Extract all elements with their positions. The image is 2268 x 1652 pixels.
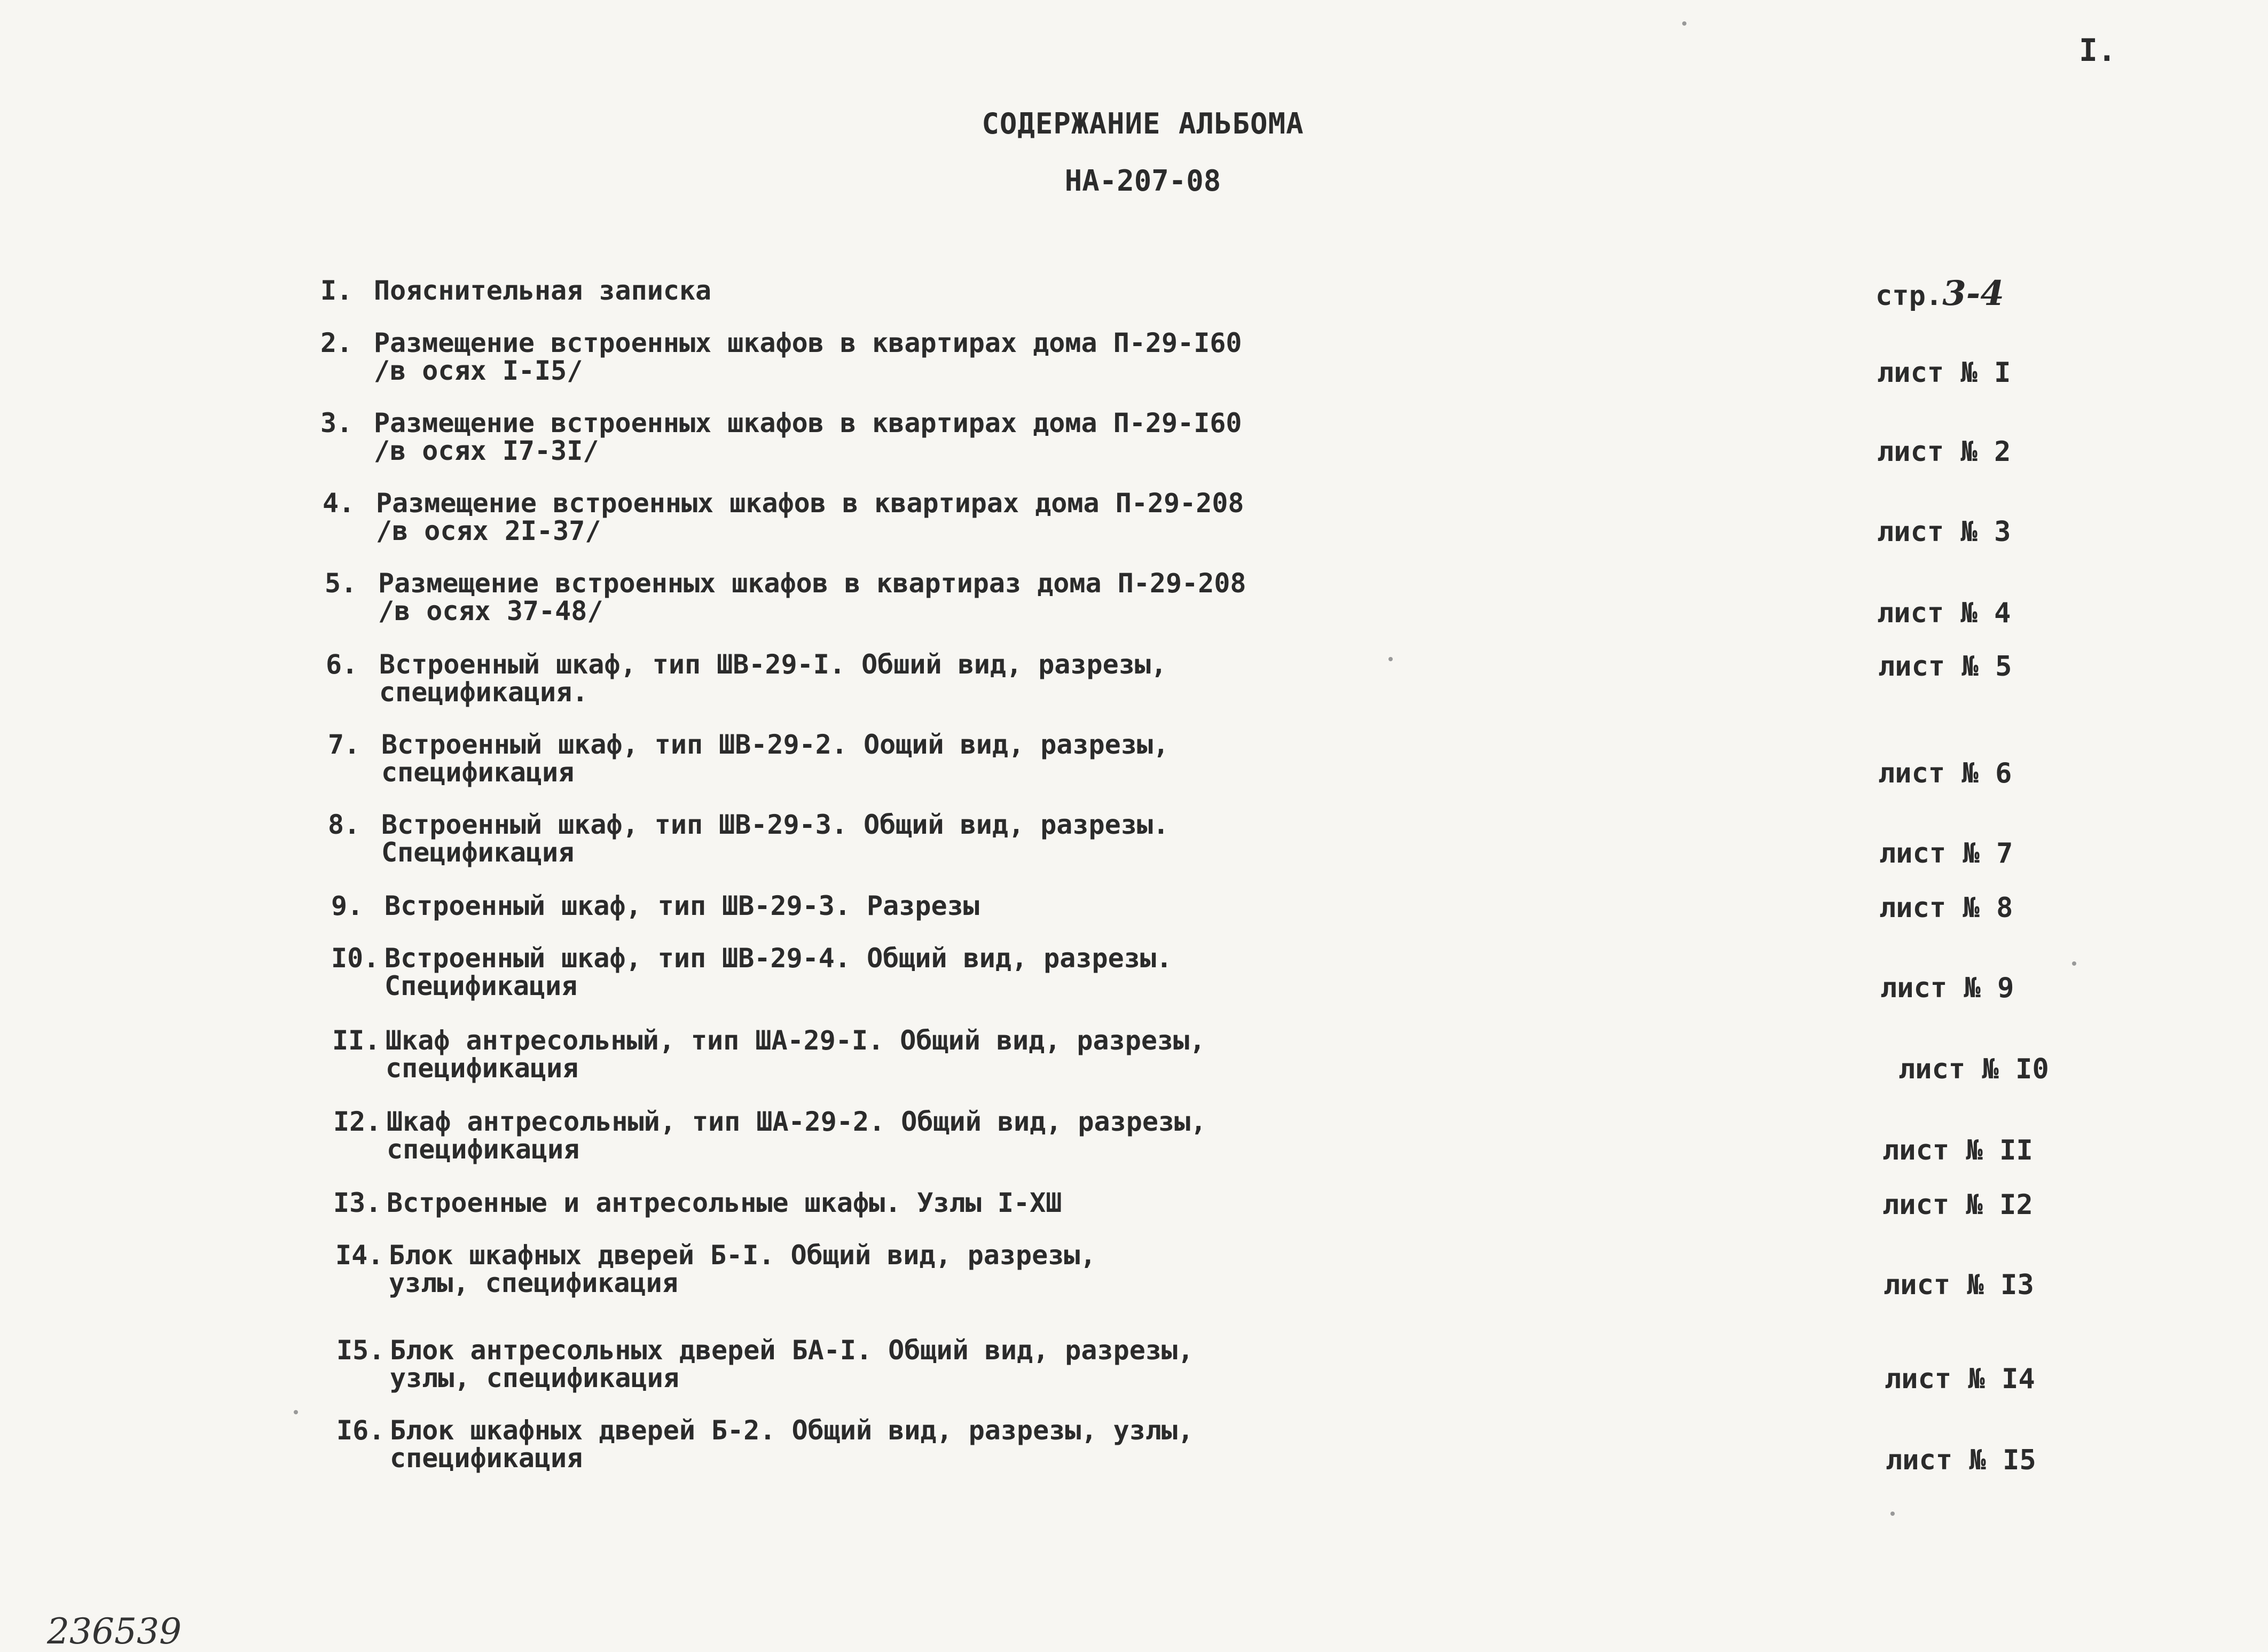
reference-prefix: стр. xyxy=(1875,280,1943,312)
album-code: НА-207-08 xyxy=(1064,164,1221,198)
entry-number: 5. xyxy=(325,568,357,599)
entry-text: Размещение встроенных шкафов в квартираз дома П-29-208 xyxy=(378,568,1246,599)
entry-2-reference: лист № I xyxy=(1877,357,2011,389)
entry-15-reference: лист № I4 xyxy=(1885,1363,2035,1395)
entry-15 xyxy=(336,1336,1194,1392)
entry-text-continued: узлы, спецификация xyxy=(390,1363,679,1393)
page-number: I. xyxy=(2079,32,2116,68)
entry-8-reference: лист № 7 xyxy=(1879,837,2013,870)
entry-number: 8. xyxy=(328,809,360,840)
entry-4-reference: лист № 3 xyxy=(1877,516,2011,548)
entry-text-continued: /в осях 2I-37/ xyxy=(376,515,601,546)
entry-9-reference: лист № 8 xyxy=(1879,892,2013,924)
scan-speck xyxy=(2072,961,2076,966)
entry-text-continued: /в осях I-I5/ xyxy=(374,355,583,386)
entry-text: Блок антресольных дверей БА-I. Общий вид, разрезы, xyxy=(390,1335,1194,1366)
entry-7 xyxy=(328,731,1169,786)
entry-text: Встроенный шкаф, тип ШВ-29-I. Обший вид, разрезы, xyxy=(379,649,1167,680)
entry-number: I6. xyxy=(336,1415,385,1446)
entry-text: Размещение встроенных шкафов в квартирах дома П-29-I60 xyxy=(374,327,1242,358)
entry-13-reference: лист № I2 xyxy=(1882,1189,2033,1221)
entry-text: Блок шкафных дверей Б-2. Общий вид, разрезы, узлы, xyxy=(390,1415,1194,1446)
scan-speck xyxy=(1890,1512,1895,1516)
entry-text: Пояснительная записка xyxy=(374,275,712,306)
album-contents-title: СОДЕРЖАНИЕ АЛЬБОМА xyxy=(982,107,1304,140)
entry-2 xyxy=(320,329,1242,385)
entry-1 xyxy=(320,277,711,304)
entry-text-continued: спецификация xyxy=(390,1443,583,1474)
scan-speck xyxy=(1388,657,1393,661)
entry-text: Встроенный шкаф, тип ШВ-29-4. Общий вид, разрезы. xyxy=(384,943,1173,974)
scan-speck xyxy=(294,1410,298,1414)
entry-text-continued: спецификация xyxy=(387,1134,580,1165)
entry-text-continued: спецификация xyxy=(386,1053,579,1084)
entry-6-reference: лист № 5 xyxy=(1878,651,2012,683)
entry-5-reference: лист № 4 xyxy=(1877,597,2011,629)
entry-number: II. xyxy=(332,1025,381,1056)
entry-text: Шкаф антресольный, тип ША-29-2. Общий вид, разрезы, xyxy=(387,1106,1207,1137)
entry-16 xyxy=(336,1416,1194,1472)
handwritten-page-range: 3-4 xyxy=(1942,273,2004,314)
entry-10 xyxy=(331,944,1172,1000)
entry-12 xyxy=(333,1108,1206,1163)
entry-13 xyxy=(333,1189,1062,1217)
entry-text-continued: узлы, спецификация xyxy=(389,1267,678,1298)
entry-11-reference: лист № I0 xyxy=(1898,1053,2049,1085)
entry-text: Размещение встроенных шкафов в квартирах дома П-29-208 xyxy=(376,488,1244,519)
entry-number: I2. xyxy=(333,1106,382,1137)
entry-number: I3. xyxy=(333,1187,382,1218)
entry-text: Блок шкафных дверей Б-I. Общий вид, разрезы, xyxy=(389,1240,1096,1271)
entry-number: I0. xyxy=(331,943,380,974)
entry-text-continued: спецификация. xyxy=(379,677,588,708)
entry-number: I. xyxy=(320,275,353,306)
entry-number: 9. xyxy=(331,890,364,921)
entry-text: Встроенные и антресольные шкафы. Узлы I-XШ xyxy=(387,1187,1062,1218)
entry-text-continued: /в осях I7-3I/ xyxy=(374,435,599,466)
entry-3 xyxy=(320,409,1242,465)
entry-11 xyxy=(332,1027,1205,1082)
entry-1-reference xyxy=(1875,273,2004,314)
entry-5 xyxy=(325,569,1246,625)
entry-14-reference: лист № I3 xyxy=(1884,1269,2034,1301)
entry-text-continued: спецификация xyxy=(381,757,575,788)
entry-text-continued: /в осях 37-48/ xyxy=(378,596,603,627)
entry-number: 7. xyxy=(328,729,360,760)
entry-12-reference: лист № II xyxy=(1882,1134,2033,1166)
entry-4 xyxy=(323,489,1244,545)
title-block xyxy=(801,107,1485,198)
entry-16-reference: лист № I5 xyxy=(1886,1444,2036,1476)
entry-text-continued: Спецификация xyxy=(381,837,575,868)
entry-number: 6. xyxy=(326,649,358,680)
entry-text: Встроенный шкаф, тип ШВ-29-3. Общий вид, разрезы. xyxy=(381,809,1170,840)
entry-number: 3. xyxy=(320,408,353,439)
entry-7-reference: лист № 6 xyxy=(1878,757,2012,789)
entry-text: Встроенный шкаф, тип ШВ-29-3. Разрезы xyxy=(384,890,979,921)
entry-10-reference: лист № 9 xyxy=(1880,972,2014,1004)
entry-8 xyxy=(328,811,1169,866)
entry-9 xyxy=(331,892,979,920)
entry-text: Размещение встроенных шкафов в квартирах дома П-29-I60 xyxy=(374,408,1242,439)
entry-number: I5. xyxy=(336,1335,385,1366)
entry-3-reference: лист № 2 xyxy=(1877,436,2011,468)
entry-14 xyxy=(335,1241,1096,1297)
entry-6 xyxy=(326,651,1167,706)
entry-text-continued: Спецификация xyxy=(384,970,578,1001)
entry-text: Шкаф антресольный, тип ША-29-I. Общий вид, разрезы, xyxy=(386,1025,1206,1056)
entry-number: I4. xyxy=(335,1240,384,1271)
handwritten-inventory-number: 236539 xyxy=(47,1611,182,1652)
scan-speck xyxy=(1682,21,1686,26)
entry-number: 4. xyxy=(323,488,355,519)
entry-text: Встроенный шкаф, тип ШВ-29-2. Оощий вид, разрезы, xyxy=(381,729,1170,760)
entry-number: 2. xyxy=(320,327,353,358)
